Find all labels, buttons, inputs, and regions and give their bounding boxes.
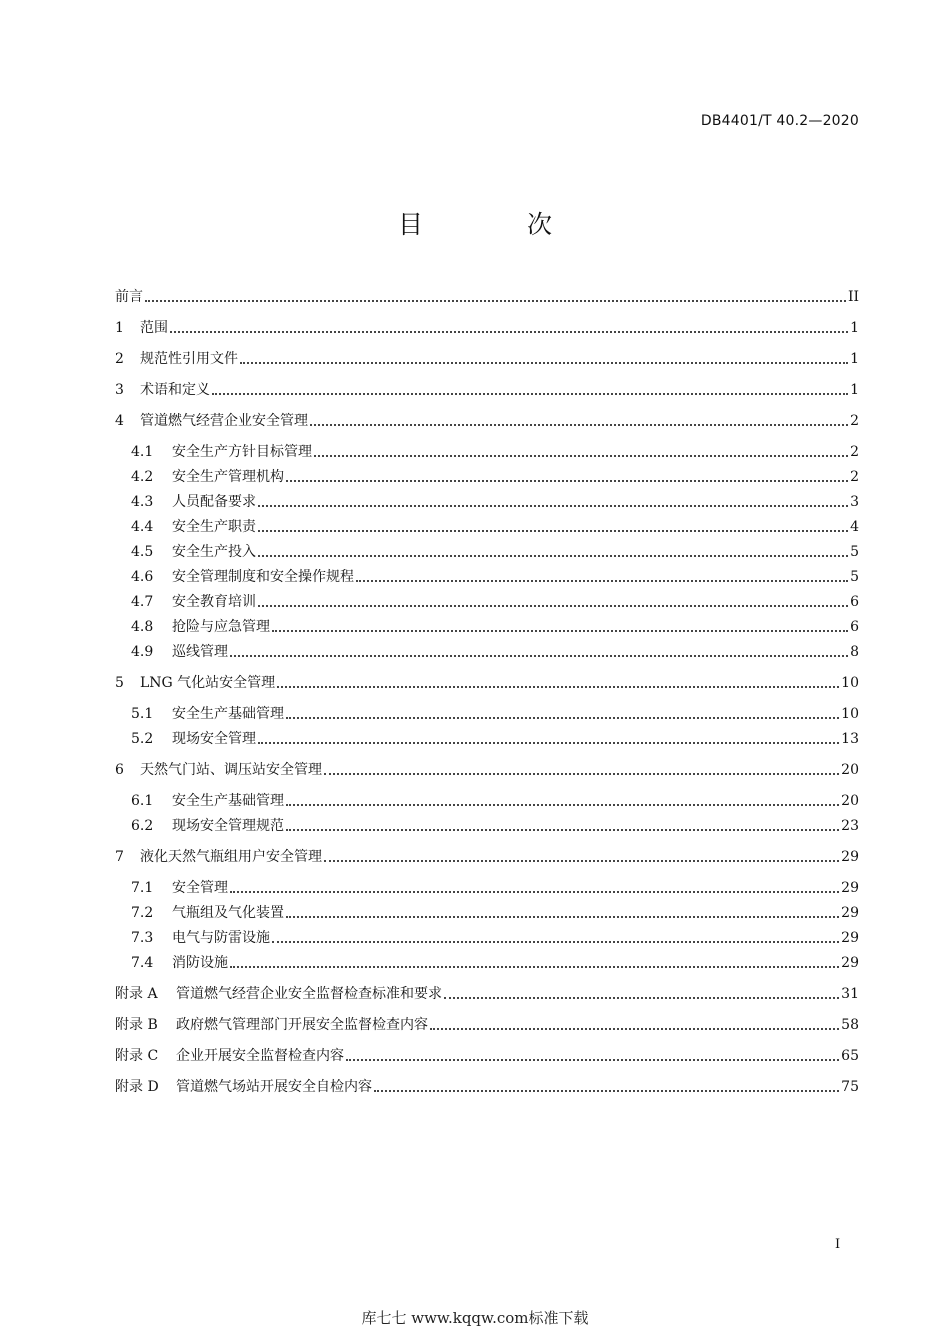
toc-entry-page: 5: [850, 544, 859, 560]
dot-leader: [258, 505, 848, 507]
toc-entry-label: 安全生产基础管理: [172, 706, 284, 722]
toc-entry-label: 抢险与应急管理: [172, 619, 270, 635]
toc-entry-page: 6: [850, 594, 859, 610]
dot-leader: [145, 300, 846, 302]
dot-leader: [286, 480, 848, 482]
toc-entry-page: 20: [841, 793, 859, 809]
toc-entry[interactable]: [131, 491, 859, 513]
dot-leader: [258, 742, 839, 744]
toc-entry-label: 前言: [115, 289, 143, 305]
toc-entry-number: 附录 D: [115, 1079, 159, 1095]
watermark-text: 库七七 www.kqqw.com标准下载: [361, 1309, 589, 1327]
dot-leader: [277, 686, 839, 688]
toc-entry[interactable]: [115, 379, 859, 401]
dot-leader: [170, 331, 848, 333]
toc-entry[interactable]: [115, 672, 859, 694]
toc-entry-number: 4.9: [131, 644, 154, 660]
toc-entry-label: 现场安全管理: [172, 731, 256, 747]
toc-entry-page: 65: [841, 1048, 859, 1064]
toc-entry-number: 6.1: [131, 793, 154, 809]
dot-leader: [286, 804, 839, 806]
toc-entry-page: 2: [850, 413, 859, 429]
toc-entry-page: 10: [841, 706, 859, 722]
toc-entry-label: 电气与防雷设施: [172, 930, 270, 946]
toc-entry-label: LNG 气化站安全管理: [140, 675, 276, 691]
dot-leader: [286, 717, 839, 719]
toc-entry-number: 4.2: [131, 469, 154, 485]
toc-entry[interactable]: [131, 566, 859, 588]
toc-entry[interactable]: [131, 728, 859, 750]
toc-entry-label: 天然气门站、调压站安全管理: [140, 762, 322, 778]
toc-entry-label: 人员配备要求: [172, 494, 256, 510]
toc-entry-number: 6: [115, 762, 124, 778]
dot-leader: [286, 916, 839, 918]
toc-entry-number: 5.1: [131, 706, 154, 722]
toc-entry-label: 术语和定义: [140, 382, 210, 398]
toc-entry[interactable]: [115, 1076, 859, 1098]
document-code: DB4401/T 40.2—2020: [700, 113, 859, 129]
dot-leader: [324, 860, 839, 862]
toc-entry-number: 7.4: [131, 955, 154, 971]
toc-entry[interactable]: [131, 616, 859, 638]
dot-leader: [240, 362, 848, 364]
toc-entry-number: 附录 A: [115, 986, 158, 1002]
toc-entry-number: 3: [115, 382, 124, 398]
toc-entry-page: 8: [850, 644, 859, 660]
toc-entry-number: 4: [115, 413, 124, 429]
toc-entry[interactable]: [131, 641, 859, 663]
toc-entry-label: 安全生产方针目标管理: [172, 444, 312, 460]
dot-leader: [230, 966, 839, 968]
toc-entry[interactable]: [131, 541, 859, 563]
toc-entry[interactable]: [131, 703, 859, 725]
dot-leader: [272, 941, 839, 943]
toc-entry-number: 4.4: [131, 519, 154, 535]
toc-entry-number: 4.7: [131, 594, 154, 610]
dot-leader: [310, 424, 848, 426]
toc-entry-label: 安全生产职责: [172, 519, 256, 535]
toc-entry-label: 安全管理: [172, 880, 228, 896]
toc-entry-page: 13: [841, 731, 859, 747]
toc-entry[interactable]: [115, 1014, 859, 1036]
toc-entry-number: 附录 B: [115, 1017, 158, 1033]
toc-entry-label: 安全生产管理机构: [172, 469, 284, 485]
toc-entry-page: 75: [841, 1079, 859, 1095]
toc-entry-page: 58: [841, 1017, 859, 1033]
toc-entry-number: 4.8: [131, 619, 154, 635]
dot-leader: [258, 555, 848, 557]
toc-entry-page: 1: [850, 351, 859, 367]
toc-entry-page: II: [847, 289, 859, 305]
toc-entry-number: 4.3: [131, 494, 154, 510]
dot-leader: [258, 530, 848, 532]
toc-entry-page: 1: [850, 382, 859, 398]
toc-entry-page: 1: [850, 320, 859, 336]
toc-entry-page: 2: [850, 469, 859, 485]
dot-leader: [374, 1090, 839, 1092]
toc-entry[interactable]: [115, 983, 859, 1005]
toc-entry[interactable]: [131, 516, 859, 538]
toc-entry-page: 5: [850, 569, 859, 585]
toc-entry-page: 2: [850, 444, 859, 460]
toc-entry[interactable]: [131, 441, 859, 463]
toc-entry-number: 7: [115, 849, 124, 865]
toc-entry-label: 安全教育培训: [172, 594, 256, 610]
page-number: I: [835, 1237, 841, 1252]
toc-entry-page: 10: [841, 675, 859, 691]
toc-entry-number: 5.2: [131, 731, 154, 747]
toc-entry[interactable]: [131, 902, 859, 924]
toc-entry-page: 29: [841, 905, 859, 921]
toc-entry[interactable]: [131, 815, 859, 837]
toc-entry-label: 管道燃气场站开展安全自检内容: [176, 1079, 372, 1095]
dot-leader: [212, 393, 848, 395]
toc-entry-label: 企业开展安全监督检查内容: [176, 1048, 344, 1064]
toc-entry-label: 安全生产投入: [172, 544, 256, 560]
toc-entry-label: 气瓶组及气化装置: [172, 905, 284, 921]
dot-leader: [444, 997, 839, 999]
toc-entry-label: 安全生产基础管理: [172, 793, 284, 809]
toc-entry-number: 4.1: [131, 444, 154, 460]
toc-entry-number: 7.2: [131, 905, 154, 921]
toc-entry[interactable]: [131, 466, 859, 488]
toc-entry-number: 附录 C: [115, 1048, 159, 1064]
toc-entry-label: 巡线管理: [172, 644, 228, 660]
page-title: 目 次: [398, 210, 600, 239]
toc-entry[interactable]: [115, 1045, 859, 1067]
toc-entry-number: 4.6: [131, 569, 154, 585]
toc-entry[interactable]: [131, 877, 859, 899]
toc-entry-page: 20: [841, 762, 859, 778]
toc-entry-page: 23: [841, 818, 859, 834]
dot-leader: [230, 891, 839, 893]
toc-entry-page: 29: [841, 955, 859, 971]
dot-leader: [314, 455, 848, 457]
toc-entry[interactable]: [115, 286, 859, 308]
dot-leader: [286, 829, 839, 831]
dot-leader: [430, 1028, 839, 1030]
toc-entry-number: 1: [115, 320, 124, 336]
toc-entry[interactable]: [115, 410, 859, 432]
toc-entry-number: 4.5: [131, 544, 154, 560]
toc-entry[interactable]: [131, 927, 859, 949]
toc-entry-page: 4: [850, 519, 859, 535]
toc-entry-page: 3: [850, 494, 859, 510]
toc-entry-label: 管道燃气经营企业安全管理: [140, 413, 308, 429]
toc-entry[interactable]: [115, 317, 859, 339]
toc-entry-label: 管道燃气经营企业安全监督检查标准和要求: [176, 986, 442, 1002]
toc-entry-page: 29: [841, 880, 859, 896]
toc-entry[interactable]: [115, 759, 859, 781]
toc-entry-label: 规范性引用文件: [140, 351, 238, 367]
dot-leader: [230, 655, 848, 657]
toc-entry-page: 29: [841, 930, 859, 946]
dot-leader: [258, 605, 848, 607]
toc-entry-page: 31: [841, 986, 859, 1002]
toc-entry-number: 5: [115, 675, 124, 691]
toc-entry-number: 7.3: [131, 930, 154, 946]
toc-entry-label: 范围: [140, 320, 168, 336]
dot-leader: [356, 580, 848, 582]
toc-entry-number: 2: [115, 351, 124, 367]
toc-entry-label: 政府燃气管理部门开展安全监督检查内容: [176, 1017, 428, 1033]
toc-entry-label: 消防设施: [172, 955, 228, 971]
dot-leader: [346, 1059, 839, 1061]
toc-entry-number: 6.2: [131, 818, 154, 834]
toc-entry-page: 29: [841, 849, 859, 865]
toc-entry-label: 液化天然气瓶组用户安全管理: [140, 849, 322, 865]
toc-entry-label: 现场安全管理规范: [172, 818, 284, 834]
dot-leader: [272, 630, 848, 632]
toc-entry[interactable]: [115, 348, 859, 370]
toc-entry-number: 7.1: [131, 880, 154, 896]
toc-entry-page: 6: [850, 619, 859, 635]
toc-entry[interactable]: [131, 952, 859, 974]
toc-entry[interactable]: [131, 591, 859, 613]
dot-leader: [324, 773, 839, 775]
toc-entry[interactable]: [115, 846, 859, 868]
toc-entry-label: 安全管理制度和安全操作规程: [172, 569, 354, 585]
toc-entry[interactable]: [131, 790, 859, 812]
